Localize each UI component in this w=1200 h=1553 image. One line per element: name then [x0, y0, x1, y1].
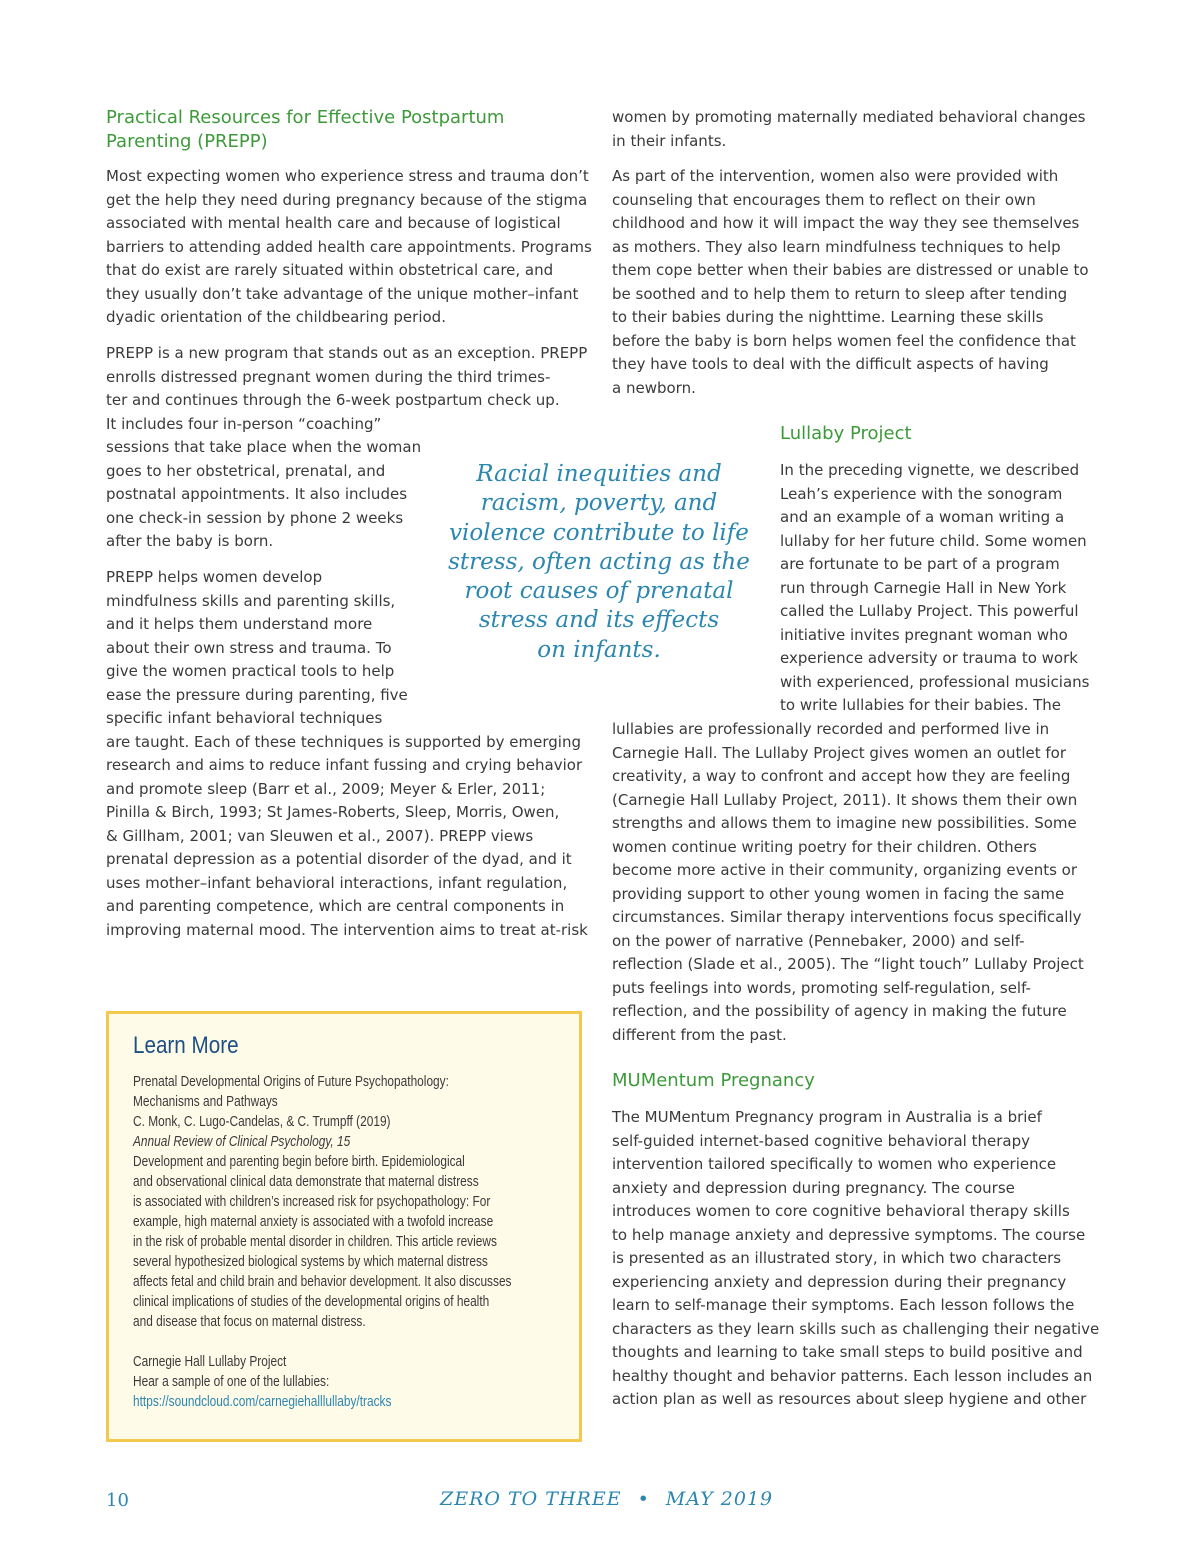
- text-line: and an example of a woman writing a: [780, 508, 1065, 526]
- text-line: thoughts and learning to take small steps to build positive and: [612, 1343, 1083, 1361]
- soundcloud-link[interactable]: https://soundcloud.com/carnegiehalllullaby/tracks: [133, 1394, 392, 1410]
- issue-date: MAY 2019: [665, 1488, 774, 1510]
- text-line: reflection (Slade et al., 2005). The “light touch” Lullaby Project: [612, 955, 1084, 973]
- reference-title: Mechanisms and Pathways: [133, 1094, 278, 1110]
- pull-quote-line: on infants.: [537, 636, 661, 663]
- text-line: be soothed and to help them to return to sleep after tending: [612, 284, 1068, 303]
- text-line: lullabies are professionally recorded and performed live in: [612, 720, 1050, 738]
- text-line: in their infants.: [612, 131, 727, 150]
- magazine-name: ZERO TO THREE: [440, 1488, 622, 1510]
- text-line: ease the pressure during parenting, five: [106, 685, 408, 704]
- text-line: become more active in their community, organizing events or: [612, 861, 1078, 879]
- link-description: Hear a sample of one of the lullabies:: [133, 1374, 330, 1390]
- text-line: are taught. Each of these techniques is supported by emerging: [106, 732, 581, 751]
- text-line: sessions that take place when the woman: [106, 438, 422, 456]
- pull-quote-line: racism, poverty, and: [480, 490, 718, 517]
- text-line: on the power of narrative (Pennebaker, 2000) and self-: [612, 931, 1025, 950]
- lullaby-paragraph-narrow: [780, 459, 1089, 718]
- reference-description: clinical implications of studies of the developmental origins of health: [133, 1294, 490, 1310]
- reference-title: Prenatal Developmental Origins of Future Psychopathology:: [133, 1074, 449, 1090]
- text-line: dyadic orientation of the childbearing period.: [106, 308, 446, 326]
- text-line: with experienced, professional musicians: [780, 672, 1090, 691]
- prepp-heading-line: Parenting (PREPP): [106, 131, 268, 152]
- text-line: healthy thought and behavior patterns. Each lesson includes an: [612, 1366, 1093, 1385]
- text-line: Carnegie Hall. The Lullaby Project gives women an outlet for: [612, 743, 1067, 762]
- text-line: specific infant behavioral techniques: [106, 709, 383, 727]
- text-line: strengths and allows them to imagine new possibilities. Some: [612, 814, 1077, 832]
- lullaby-heading: Lullaby Project: [780, 423, 912, 444]
- text-line: they usually don’t take advantage of the unique mother–infant: [106, 284, 579, 303]
- text-line: intervention tailored specifically to women who experience: [612, 1155, 1057, 1173]
- text-line: women continue writing poetry for their children. Others: [612, 837, 1037, 856]
- text-line: & Gillham, 2001; van Sleuwen et al., 2007). PREPP views: [106, 826, 534, 845]
- text-line: Most expecting women who experience stress and trauma don’t: [106, 167, 589, 185]
- text-line: The MUMentum Pregnancy program in Australia is a brief: [612, 1108, 1042, 1126]
- learn-more-content: [133, 1072, 559, 1412]
- text-line: Leah’s experience with the sonogram: [780, 484, 1063, 503]
- text-line: different from the past.: [612, 1025, 787, 1044]
- text-line: and it helps them understand more: [106, 615, 373, 633]
- text-line: creativity, a way to confront and accept how they are feeling: [612, 767, 1071, 785]
- text-line: action plan as well as resources about sleep hygiene and other: [612, 1390, 1087, 1408]
- reference-description: Development and parenting begin before birth. Epidemiological: [133, 1154, 465, 1170]
- text-line: and parenting competence, which are central components in: [106, 897, 565, 915]
- text-line: prenatal depression as a potential disorder of the dyad, and it: [106, 850, 572, 868]
- text-line: as mothers. They also learn mindfulness techniques to help: [612, 237, 1061, 256]
- text-line: It includes four in-person “coaching”: [106, 414, 382, 433]
- text-line: circumstances. Similar therapy interventions focus specifically: [612, 908, 1082, 926]
- text-line: postnatal appointments. It also includes: [106, 485, 408, 503]
- text-line: about their own stress and trauma. To: [106, 638, 392, 657]
- link-title: Carnegie Hall Lullaby Project: [133, 1354, 287, 1370]
- text-line: after the baby is born.: [106, 532, 274, 550]
- text-line: providing support to other young women in facing the same: [612, 884, 1065, 903]
- prepp-continuation: [612, 106, 1086, 153]
- lullaby-paragraph-wide: [612, 718, 1084, 1047]
- text-line: uses mother–infant behavioral interactions, infant regulation,: [106, 873, 568, 892]
- text-line: initiative invites pregnant woman who: [780, 625, 1068, 644]
- pull-quote-line: stress, often acting as the: [448, 548, 750, 575]
- text-line: In the preceding vignette, we described: [780, 461, 1080, 479]
- text-line: get the help they need during pregnancy because of the stigma: [106, 190, 588, 209]
- text-line: goes to her obstetrical, prenatal, and: [106, 461, 386, 480]
- text-line: before the baby is born helps women feel the confidence that: [612, 331, 1076, 350]
- pull-quote: [440, 460, 758, 665]
- reference-description: and observational clinical data demonstrate that maternal distress: [133, 1174, 479, 1190]
- reference-description: affects fetal and child brain and behavior development. It also discusses: [133, 1274, 512, 1290]
- text-line: Pinilla & Birch, 1993; St James-Roberts, Sleep, Morris, Owen,: [106, 803, 560, 821]
- text-line: PREPP is a new program that stands out as an exception. PREPP: [106, 344, 588, 362]
- pull-quote-line: Racial inequities and: [476, 461, 722, 487]
- reference-description: example, high maternal anxiety is associated with a twofold increase: [133, 1214, 494, 1230]
- prepp-heading-line: Practical Resources for Effective Postpartum: [106, 107, 505, 128]
- reference-description: is associated with children’s increased risk for psychopathology: For: [133, 1194, 491, 1210]
- reference-description: and disease that focus on maternal distress.: [133, 1314, 366, 1330]
- text-line: As part of the intervention, women also were provided with: [612, 167, 1059, 185]
- text-line: barriers to attending added health care appointments. Programs: [106, 237, 592, 256]
- text-line: experiencing anxiety and depression during their pregnancy: [612, 1272, 1067, 1291]
- text-line: self-guided internet-based cognitive behavioral therapy: [612, 1131, 1030, 1150]
- text-line: to help manage anxiety and depressive symptoms. The course: [612, 1225, 1086, 1244]
- text-line: characters as they learn skills such as challenging their negative: [612, 1319, 1100, 1338]
- magazine-footer: [440, 1488, 773, 1510]
- pull-quote-line: stress and its effects: [478, 607, 720, 634]
- text-line: childhood and how it will impact the way they see themselves: [612, 214, 1080, 232]
- text-line: to write lullabies for their babies. The: [780, 696, 1062, 714]
- text-line: ter and continues through the 6-week postpartum check up.: [106, 391, 560, 409]
- text-line: lullaby for her future child. Some women: [780, 531, 1087, 550]
- prepp-paragraph-1: [106, 165, 592, 330]
- text-line: they have tools to deal with the difficult aspects of having: [612, 355, 1049, 373]
- text-line: to their babies during the nighttime. Learning these skills: [612, 308, 1044, 326]
- spacer: [133, 1332, 559, 1352]
- reference-description: several hypothesized biological systems by which maternal distress: [133, 1254, 488, 1270]
- text-line: puts feelings into words, promoting self-regulation, self-: [612, 978, 1031, 997]
- reference-journal: Annual Review of Clinical Psychology, 15: [133, 1134, 351, 1150]
- text-line: one check-in session by phone 2 weeks: [106, 508, 404, 527]
- text-line: associated with mental health care and because of logistical: [106, 214, 561, 232]
- text-line: give the women practical tools to help: [106, 662, 395, 680]
- text-line: is presented as an illustrated story, in which two characters: [612, 1249, 1062, 1267]
- text-line: reflection, and the possibility of agency in making the future: [612, 1002, 1067, 1020]
- page-number: 10: [106, 1490, 129, 1511]
- text-line: mindfulness skills and parenting skills,: [106, 591, 396, 610]
- reference-description: in the risk of probable mental disorder in children. This article reviews: [133, 1234, 497, 1250]
- text-line: (Carnegie Hall Lullaby Project, 2011). It shows them their own: [612, 790, 1078, 809]
- text-line: called the Lullaby Project. This powerful: [780, 602, 1079, 620]
- text-line: run through Carnegie Hall in New York: [780, 578, 1067, 597]
- mumentum-paragraph: [612, 1106, 1099, 1412]
- text-line: learn to self-manage their symptoms. Each lesson follows the: [612, 1296, 1075, 1314]
- learn-more-title: Learn More: [133, 1032, 239, 1059]
- pull-quote-line: root causes of prenatal: [464, 578, 734, 605]
- text-line: improving maternal mood. The intervention aims to treat at-risk: [106, 920, 588, 939]
- text-line: PREPP helps women develop: [106, 568, 323, 586]
- pull-quote-line: violence contribute to life: [449, 519, 749, 546]
- prepp-paragraph-4: [612, 165, 1089, 400]
- text-line: them cope better when their babies are distressed or unable to: [612, 261, 1089, 279]
- prepp-heading: [106, 106, 504, 154]
- mumentum-heading: MUMentum Pregnancy: [612, 1070, 815, 1091]
- text-line: women by promoting maternally mediated behavioral changes: [612, 108, 1086, 126]
- text-line: are fortunate to be part of a program: [780, 555, 1060, 573]
- text-line: anxiety and depression during pregnancy. The course: [612, 1178, 1015, 1197]
- text-line: experience adversity or trauma to work: [780, 649, 1078, 667]
- text-line: research and aims to reduce infant fussing and crying behavior: [106, 756, 583, 774]
- text-line: and promote sleep (Barr et al., 2009; Meyer & Erler, 2011;: [106, 779, 546, 798]
- text-line: a newborn.: [612, 378, 696, 397]
- text-line: that do exist are rarely situated within obstetrical care, and: [106, 261, 554, 279]
- text-line: introduces women to core cognitive behavioral therapy skills: [612, 1202, 1070, 1220]
- reference-authors: C. Monk, C. Lugo-Candelas, & C. Trumpff (2019): [133, 1114, 391, 1130]
- text-line: enrolls distressed pregnant women during the third trimes-: [106, 367, 551, 386]
- text-line: counseling that encourages them to reflect on their own: [612, 190, 1036, 209]
- learn-more-box: [106, 1011, 582, 1442]
- footer-separator: •: [637, 1488, 650, 1510]
